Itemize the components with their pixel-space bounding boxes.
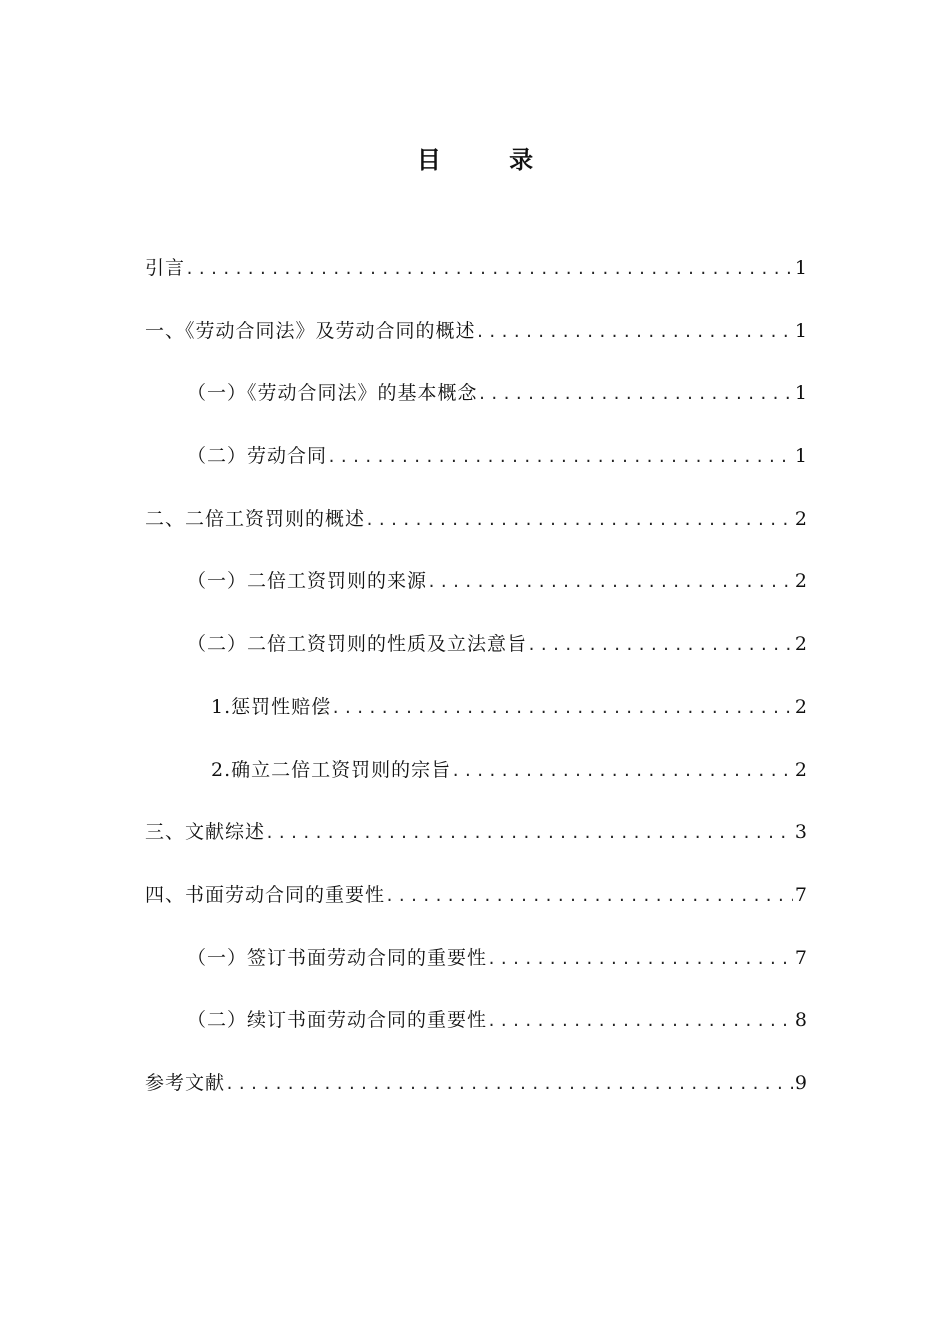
toc-entry[interactable]	[145, 752, 807, 815]
toc-entry[interactable]	[145, 501, 807, 564]
toc-entry-label: 1.惩罚性赔偿	[211, 695, 332, 718]
toc-page-number: 2	[794, 633, 807, 656]
toc-dot-leader	[265, 815, 793, 851]
toc-dot-leader	[487, 1003, 793, 1039]
toc-entry[interactable]	[145, 250, 807, 313]
toc-dot-leader	[185, 251, 793, 287]
toc-dot-leader	[331, 690, 793, 726]
toc-entry[interactable]	[145, 689, 807, 752]
toc-entry[interactable]	[145, 626, 807, 689]
toc-entry[interactable]	[145, 877, 807, 940]
toc-dot-leader	[385, 878, 793, 914]
toc-entry-label: 2.确立二倍工资罚则的宗旨	[211, 758, 452, 781]
toc-dot-leader	[427, 564, 793, 600]
toc-page-number: 1	[794, 382, 807, 405]
toc-dot-leader	[451, 753, 793, 789]
toc-dot-leader	[327, 439, 793, 475]
toc-entry-label: （一）签订书面劳动合同的重要性	[187, 946, 488, 969]
toc-page-number: 2	[794, 695, 807, 718]
toc-page-number: 1	[794, 445, 807, 468]
toc-entry[interactable]	[145, 438, 807, 501]
toc-page-number: 7	[794, 946, 807, 969]
toc-entry-label: 二、二倍工资罚则的概述	[145, 507, 366, 530]
toc-dot-leader	[225, 1066, 793, 1102]
toc-dot-leader	[478, 376, 793, 412]
toc-entry[interactable]	[145, 940, 807, 1003]
toc-entry-label: 引言	[145, 257, 186, 279]
toc-dot-leader	[487, 941, 793, 977]
toc-entry[interactable]	[145, 1065, 807, 1128]
toc-page-number: 2	[794, 507, 807, 530]
table-of-contents	[145, 250, 807, 1128]
toc-entry[interactable]	[145, 814, 807, 877]
toc-entry[interactable]	[145, 563, 807, 626]
toc-entry-label: 参考文献	[145, 1071, 226, 1094]
toc-entry-label: （二）劳动合同	[187, 445, 328, 468]
toc-page-number: 2	[794, 570, 807, 593]
toc-entry-label: （一）《劳动合同法》的基本概念	[187, 382, 478, 405]
toc-page-number: 9	[794, 1071, 807, 1094]
toc-entry-label: 三、文献综述	[145, 821, 266, 844]
toc-page-number: 3	[794, 821, 807, 844]
toc-dot-leader	[476, 314, 793, 350]
toc-entry[interactable]	[145, 375, 807, 438]
toc-entry-label: （二）续订书面劳动合同的重要性	[187, 1009, 488, 1032]
toc-entry-label: 一、《劳动合同法》及劳动合同的概述	[145, 319, 476, 342]
toc-entry-label: （二）二倍工资罚则的性质及立法意旨	[187, 633, 528, 656]
toc-entry-label: 四、书面劳动合同的重要性	[145, 883, 386, 906]
toc-dot-leader	[527, 627, 793, 663]
toc-entry[interactable]	[145, 1002, 807, 1065]
toc-page-number: 7	[794, 883, 807, 906]
toc-page-number: 8	[794, 1009, 807, 1032]
toc-page-number: 1	[794, 319, 807, 342]
toc-title: 目 录	[416, 146, 564, 174]
toc-dot-leader	[365, 502, 793, 538]
toc-entry[interactable]	[145, 313, 807, 376]
toc-entry-label: （一）二倍工资罚则的来源	[187, 570, 428, 593]
toc-page-number: 1	[794, 257, 807, 279]
toc-page-number: 2	[794, 758, 807, 781]
